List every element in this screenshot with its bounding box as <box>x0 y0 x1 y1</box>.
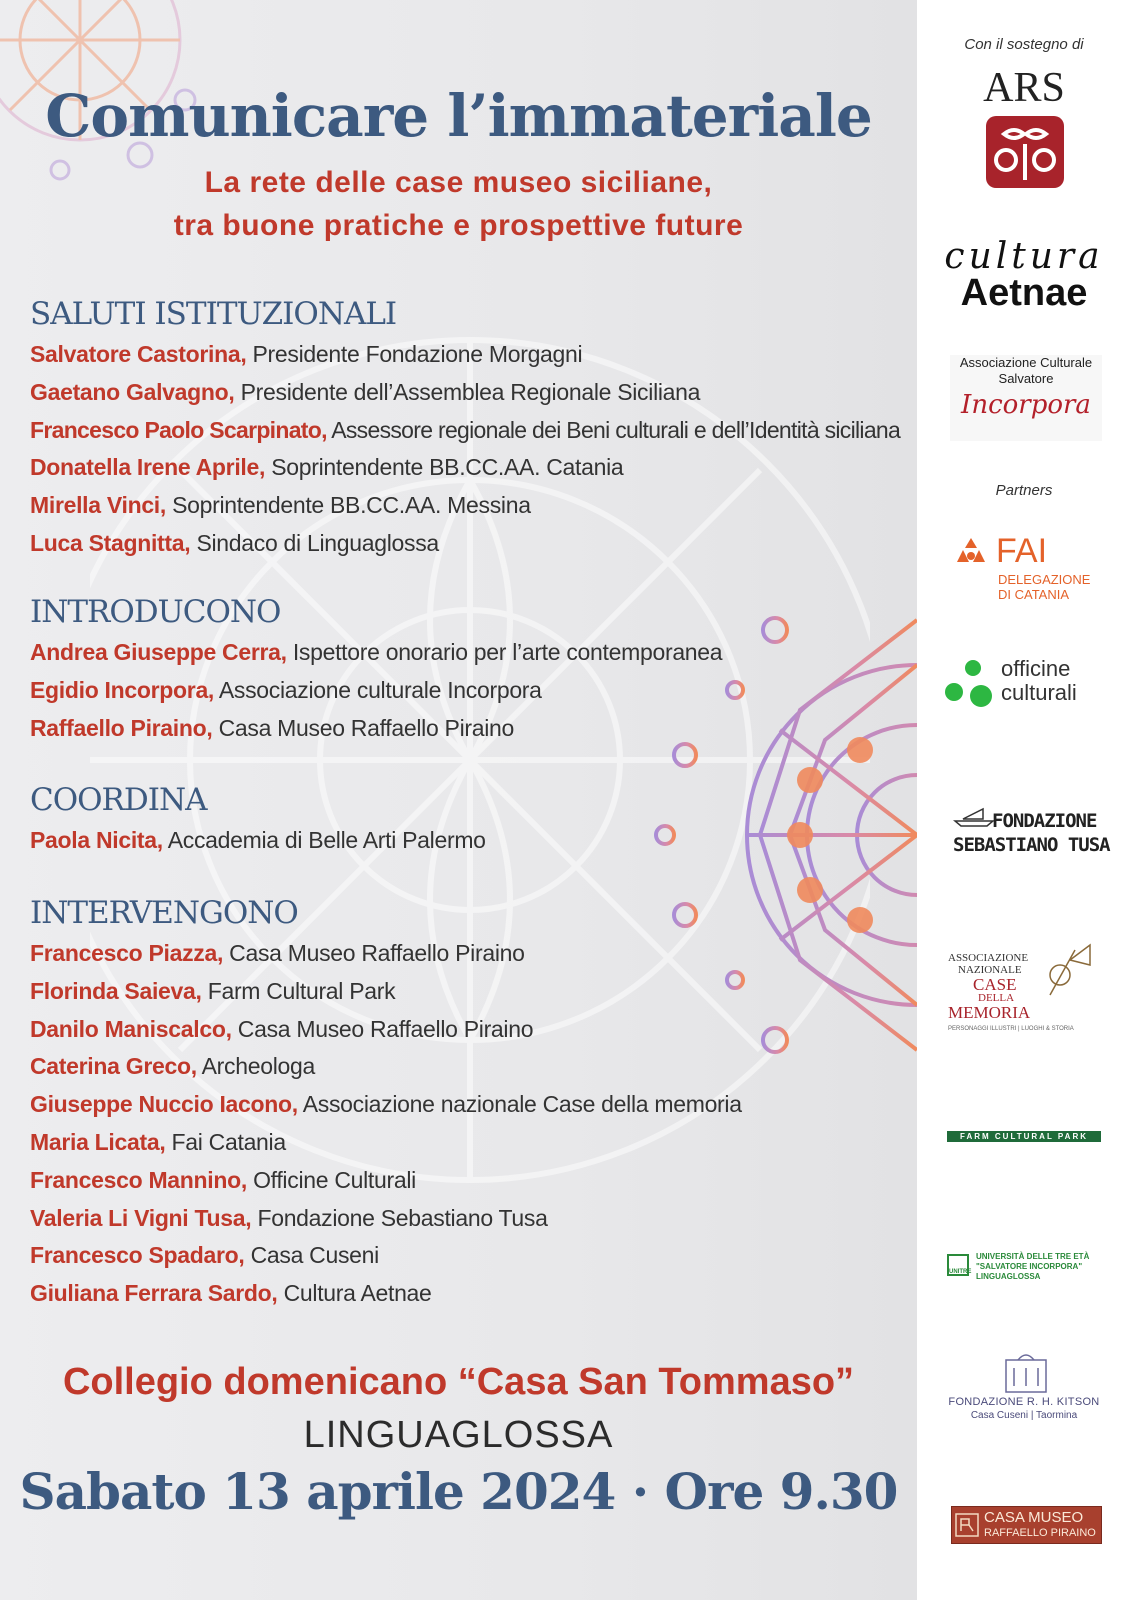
speaker-role: Associazione nazionale Case della memoria <box>302 1091 742 1118</box>
section-heading: INTRODUCONO <box>30 594 281 630</box>
tusa-text-1: FONDAZIONE <box>992 810 1097 832</box>
speaker-row <box>30 449 890 487</box>
unitre-line-3: LINGUAGLOSSA <box>976 1272 1041 1281</box>
memoria-line-6: PERSONAGGI ILLUSTRI | LUOGHI & STORIA <box>948 1026 1074 1032</box>
speaker-row <box>30 1200 890 1238</box>
speaker-row <box>30 525 890 563</box>
farm-cultural-park-logo <box>947 1131 1101 1142</box>
memoria-line-3: CASE <box>973 975 1017 994</box>
speaker-name: Andrea Giuseppe Cerra, <box>30 639 287 665</box>
subtitle-line-1: La rete delle case museo siciliane, <box>204 166 713 199</box>
speaker-row <box>30 1237 890 1275</box>
speaker-role: Farm Cultural Park <box>207 977 396 1004</box>
speaker-row <box>30 336 890 374</box>
speaker-row <box>30 935 890 973</box>
speaker-name: Mirella Vinci, <box>30 492 166 519</box>
section-intervengono <box>30 895 890 1313</box>
piraino-emblem-icon <box>955 1513 979 1537</box>
speaker-row <box>30 822 890 860</box>
support-label: Con il sostegno di <box>964 36 1084 53</box>
section-heading: SALUTI ISTITUZIONALI <box>30 296 397 332</box>
speaker-name: Francesco Spadaro, <box>30 1242 245 1269</box>
speaker-row <box>30 672 890 710</box>
speaker-name: Luca Stagnitta, <box>30 529 191 556</box>
speaker-role: Fai Catania <box>171 1128 286 1155</box>
officine-dots-icon <box>943 658 997 708</box>
memoria-line-5: MEMORIA <box>948 1003 1031 1022</box>
speaker-role: Casa Museo Raffaello Piraino <box>229 940 525 966</box>
speaker-name: Francesco Mannino, <box>30 1166 247 1193</box>
speaker-row <box>30 1086 890 1124</box>
speaker-name: Francesco Piazza, <box>30 940 224 966</box>
speaker-role: Officine Culturali <box>253 1166 416 1193</box>
speaker-name: Gaetano Galvagno, <box>30 378 235 405</box>
speaker-role: Casa Museo Raffaello Piraino <box>237 1015 534 1042</box>
fai-logo-icon <box>953 536 989 572</box>
speaker-role: Casa Museo Raffaello Piraino <box>218 714 515 741</box>
section-heading: INTERVENGONO <box>30 895 298 931</box>
piraino-line-2: RAFFAELLO PIRAINO <box>984 1527 1096 1539</box>
speaker-name: Maria Licata, <box>30 1128 166 1155</box>
kitson-emblem-icon <box>1004 1352 1048 1394</box>
speaker-role: Soprintendente BB.CC.AA. Messina <box>172 492 531 519</box>
memoria-line-2: NAZIONALE <box>958 964 1022 976</box>
speaker-name: Giuliana Ferrara Sardo, <box>30 1280 278 1307</box>
section-introducono <box>30 594 890 747</box>
speaker-name: Danilo Maniscalco, <box>30 1015 232 1042</box>
subtitle-line-2: tra buone pratiche e prospettive future <box>173 209 744 242</box>
speaker-role: Casa Cuseni <box>250 1242 379 1269</box>
speaker-row <box>30 1011 890 1049</box>
speaker-role: Cultura Aetnae <box>283 1280 432 1307</box>
farm-text: FARM CULTURAL PARK <box>960 1132 1088 1141</box>
speaker-row <box>30 412 901 450</box>
speaker-row <box>30 710 890 748</box>
memoria-line-1: ASSOCIAZIONE <box>948 952 1029 964</box>
speaker-name: Giuseppe Nuccio Iacono, <box>30 1091 298 1118</box>
officine-text-1: officine <box>1001 656 1071 681</box>
speaker-row <box>30 487 890 525</box>
fai-sub-2: DI CATANIA <box>998 587 1070 602</box>
speaker-name: Francesco Paolo Scarpinato, <box>30 416 327 443</box>
incorpora-line-2: Salvatore <box>998 371 1054 386</box>
speaker-role: Accademia di Belle Arti Palermo <box>167 827 486 853</box>
aetnae-logo-text: Aetnae <box>960 272 1088 314</box>
kitson-line-1: FONDAZIONE R. H. KITSON <box>948 1396 1100 1408</box>
incorpora-line-1: Associazione Culturale <box>959 355 1093 370</box>
unitre-line-1: UNIVERSITÀ DELLE TRE ETÀ <box>976 1252 1090 1261</box>
event-title: Comunicare l’immateriale <box>45 82 872 150</box>
speaker-row <box>30 973 890 1011</box>
speaker-name: Donatella Irene Aprile, <box>30 454 266 481</box>
ars-emblem-icon <box>984 114 1066 190</box>
speaker-role: Assessore regionale dei Beni culturali e dell’Identità siciliana <box>331 416 901 443</box>
speaker-name: Valeria Li Vigni Tusa, <box>30 1204 252 1231</box>
speaker-row <box>30 1275 890 1313</box>
speaker-role: Fondazione Sebastiano Tusa <box>257 1204 548 1231</box>
speaker-name: Raffaello Piraino, <box>30 714 213 741</box>
kitson-line-2: Casa Cuseni | Taormina <box>970 1410 1078 1421</box>
venue-city: LINGUAGLOSSA <box>303 1414 614 1456</box>
speaker-row <box>30 1124 890 1162</box>
unitre-mark-text: UNITRE <box>949 1269 972 1275</box>
venue-name: Collegio domenicano “Casa San Tommaso” <box>62 1361 855 1403</box>
speaker-role: Associazione culturale Incorpora <box>218 676 542 703</box>
casa-museo-piraino-logo <box>951 1506 1102 1544</box>
speaker-role: Presidente dell’Assemblea Regionale Siciliana <box>240 378 701 405</box>
cultura-logo-text: cultura <box>944 236 1104 277</box>
speaker-row <box>30 1162 890 1200</box>
speaker-role: Ispettore onorario per l’arte contemporanea <box>292 639 723 665</box>
speaker-role: Soprintendente BB.CC.AA. Catania <box>271 454 624 481</box>
speaker-name: Salvatore Castorina, <box>30 341 247 367</box>
partners-label: Partners <box>995 482 1053 499</box>
incorpora-signature: Incorpora <box>961 390 1091 420</box>
speaker-row <box>30 374 890 412</box>
fai-sub-1: DELEGAZIONE <box>998 572 1091 587</box>
speaker-name: Caterina Greco, <box>30 1053 197 1080</box>
tusa-ship-icon <box>953 805 995 827</box>
unitre-mark-icon <box>947 1254 972 1276</box>
speaker-name: Egidio Incorpora, <box>30 676 215 703</box>
tusa-text-2: SEBASTIANO TUSA <box>953 834 1110 856</box>
section-saluti <box>30 296 901 563</box>
speaker-row <box>30 1048 890 1086</box>
piraino-line-1: CASA MUSEO <box>984 1509 1084 1526</box>
incorpora-logo <box>950 355 1102 441</box>
section-heading: COORDINA <box>30 782 207 818</box>
event-date: Sabato 13 aprile 2024 · Ore 9.30 <box>19 1462 898 1521</box>
memoria-line-4: DELLA <box>978 992 1015 1004</box>
speaker-name: Florinda Saieva, <box>30 977 202 1004</box>
speaker-role: Sindaco di Linguaglossa <box>196 529 439 556</box>
case-memoria-emblem-icon <box>1030 940 1100 1000</box>
ars-logo-text: ARS <box>983 65 1065 111</box>
speaker-role: Archeologa <box>201 1053 315 1080</box>
speaker-row <box>30 634 890 672</box>
section-coordina <box>30 782 890 860</box>
unitre-line-2: "SALVATORE INCORPORA" <box>976 1262 1083 1271</box>
fai-logo-text: FAI <box>996 532 1048 570</box>
speaker-role: Presidente Fondazione Morgagni <box>252 341 583 367</box>
speaker-name: Paola Nicita, <box>30 827 163 853</box>
officine-text-2: culturali <box>1001 680 1077 705</box>
